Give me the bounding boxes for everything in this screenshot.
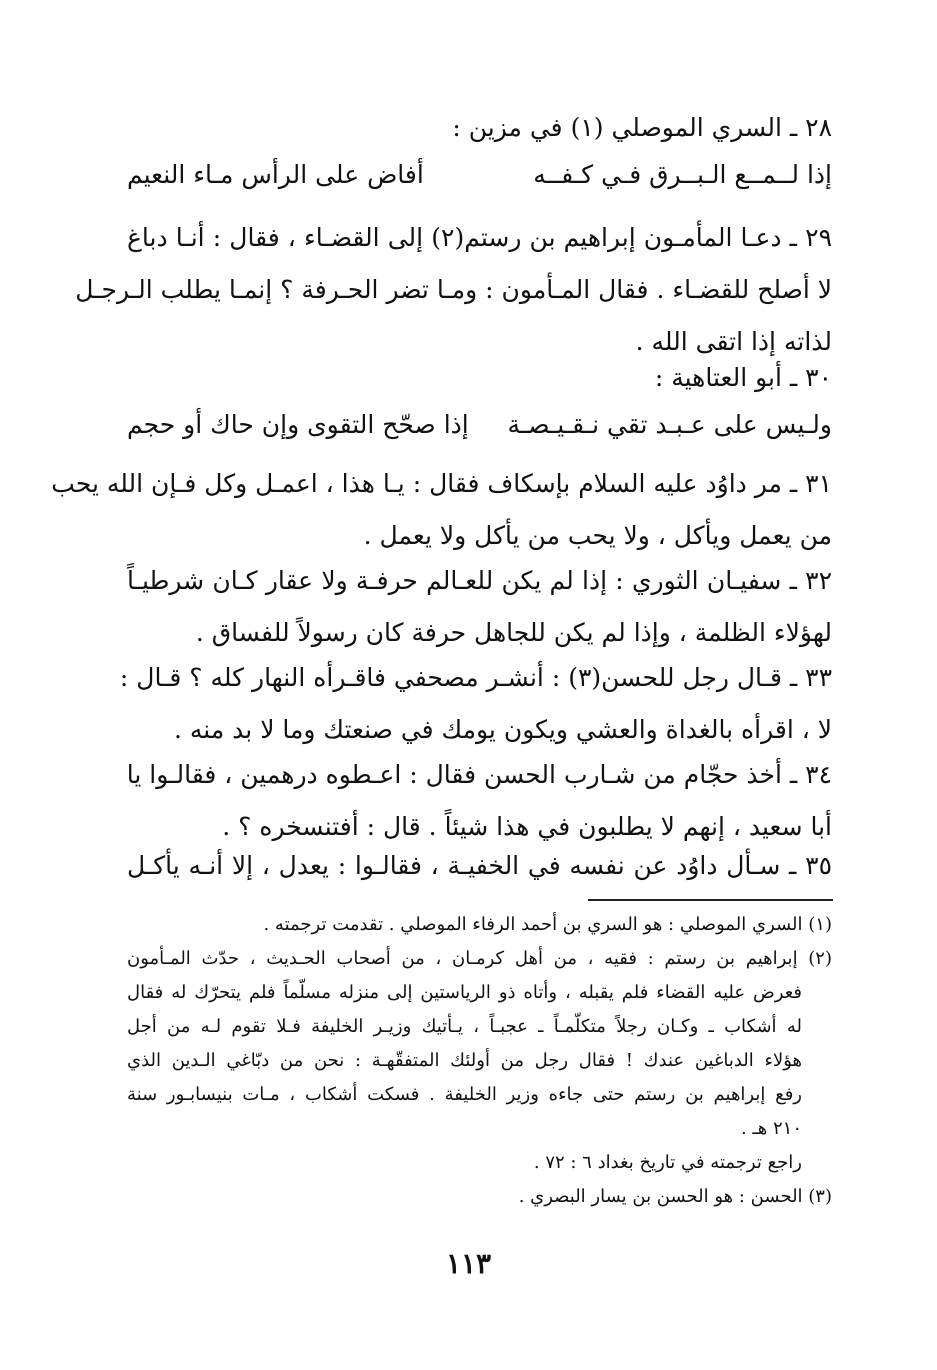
entry-33-line-2: لا ، اقرأه بالغداة والعشي ويكون يومك في صنعتك وما لا بد منه . <box>173 715 832 744</box>
verse-1 <box>127 160 832 210</box>
entry-34 <box>127 749 832 853</box>
entry-32-line-2: لهؤلاء الظلمة ، وإذا لم يكن للجاهل حرفة كان رسولاً للفساق . <box>195 618 832 647</box>
footnotes <box>127 908 832 1214</box>
verse-2-second-hemistich: إذا صحّح التقوى وإن حاك أو حجم <box>127 410 469 439</box>
entry-32 <box>127 555 832 659</box>
entry-34-line-2: أبا سعيد ، إنهم لا يطلبون في هذا شيئاً . قال : أفتنسخره ؟ . <box>222 812 832 841</box>
entry-31-line-2: من يعمل ويأكل ، ولا يحب من يأكل ولا يعمل . <box>363 521 832 550</box>
entry-31-line-1: ٣١ ـ مر داوُد عليه السلام بإسكاف فقال : يـا هذا ، اعمـل وكل فـإن الله يحب <box>51 469 832 498</box>
entry-29-line-2: لا أصلح للقضـاء . فقال المـأمون : ومـا تضر الحـرفة ؟ إنمـا يطلب الـرجـل <box>75 275 832 304</box>
footnote-2-line-4: هؤلاء الدباغين عندك ! فقال رجل من أولئك المتفقّهـة : نحن من دبّاغي الـدين الذي <box>127 1050 802 1071</box>
footnote-2-line-2: فعرض عليه القضاء فلم يقبله ، وأتاه ذو الرياستين إلى منزله مسلّماً فلم يتحرّك له فقال <box>127 982 802 1003</box>
entry-34-line-1: ٣٤ ـ أخذ حجّام من شـارب الحسن فقال : اعـطوه درهمين ، فقالـوا يا <box>126 760 832 789</box>
entry-35-line-1: ٣٥ ـ سـأل داوُد عن نفسه في الخفيـة ، فقالـوا : يعدل ، إلا أنـه يأكـل <box>127 851 832 880</box>
footnote-2-reference: راجع ترجمته في تاريخ بغداد ٦ : ٧٢ . <box>533 1152 802 1173</box>
entry-29 <box>75 212 832 368</box>
entry-28-line: ٢٨ ـ السري الموصلي (١) في مزين : <box>452 113 832 142</box>
entry-31 <box>51 458 832 562</box>
entry-30 <box>132 352 832 404</box>
footnote-2-line-5: رفع إبراهيم بن رستم حتى جاءه وزير الخليفة . فسكت أشكاب ، مـات بنيسابـور سنة <box>127 1084 802 1105</box>
verse-1-second-hemistich: أفاض على الرأس مـاء النعيم <box>127 160 424 189</box>
entry-29-line-1: ٢٩ ـ دعـا المأمـون إبراهيم بن رستم(٢) إلى القضـاء ، فقال : أنـا دباغ <box>127 223 832 252</box>
verse-2-first-hemistich: ولـيس على عـبـد تقي نـقـيـصـة <box>507 410 832 439</box>
entry-28 <box>132 102 832 154</box>
entry-33-line-1: ٣٣ ـ قـال رجل للحسن(٣) : أنشـر مصحفي فاقـرأه النهار كله ؟ قـال : <box>119 663 832 692</box>
footnote-2-line-6: ٢١٠ هـ . <box>741 1118 802 1139</box>
footnote-2-line-1: (٢) إبراهيم بن رستم : فقيه ، من أهل كرمـان ، من أصحاب الحـديث ، حدّث المـأمون <box>127 948 832 969</box>
entry-32-line-1: ٣٢ ـ سفيـان الثوري : إذا لم يكن للعـالم حرفـة ولا عقار كـان شرطيـاً <box>127 566 833 595</box>
entry-33 <box>119 652 832 756</box>
footnote-1: (١) السري الموصلي : هو السري بن أحمد الرفاء الموصلي . تقدمت ترجمته . <box>263 914 832 935</box>
page-number: ١١٣ <box>445 1247 492 1280</box>
entry-29-line-3: لذاته إذا اتقى الله . <box>635 327 832 356</box>
verse-2 <box>127 410 832 460</box>
footnote-2-line-3: له أشكاب ـ وكـان رجلاً متكلّمـاً ـ عجبـاً ، يـأتيك وزيـر الخليفة فـلا تقوم لـه من أجل <box>127 1016 802 1037</box>
footnote-separator <box>588 899 833 901</box>
entry-30-line: ٣٠ ـ أبو العتاهية : <box>654 363 832 392</box>
footnote-3: (٣) الحسن : هو الحسن بن يسار البصري . <box>518 1186 832 1207</box>
entry-35 <box>127 840 832 892</box>
verse-1-first-hemistich: إذا لــمــع الـبــرق فـي كـفــه <box>533 160 832 189</box>
